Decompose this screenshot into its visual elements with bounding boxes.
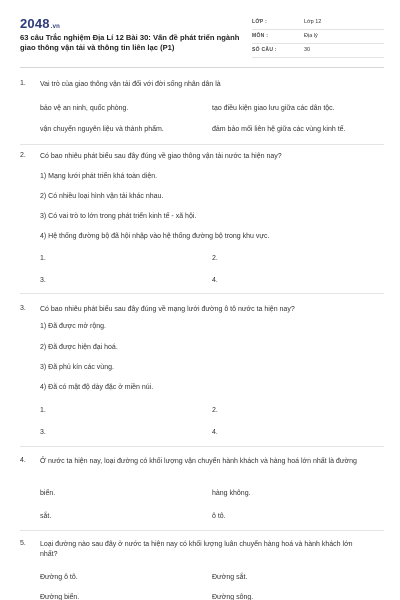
statement-line: 2) Đã được hiện đại hoá.	[40, 344, 118, 351]
statement-line: 4) Đã có mật độ dày đặc ở miền núi.	[40, 384, 154, 391]
question-number: 1.	[20, 80, 26, 87]
answer-option[interactable]: 3.	[40, 429, 46, 436]
question-text: Ở nước ta hiện nay, loại đường có khối lượng vận chuyển hành khách và hàng hoá lớn nhất là đường	[40, 458, 357, 465]
answer-option[interactable]: 4.	[212, 429, 218, 436]
question-text: Loại đường nào sau đây ở nước ta hiện nay có khối lượng luân chuyển hàng hoá và hành khách lớn nhất?	[40, 541, 353, 558]
meta-key: MÔN :	[252, 33, 269, 39]
answer-option[interactable]: ô tô.	[212, 513, 226, 520]
answer-option[interactable]: sắt.	[40, 513, 52, 520]
answer-option[interactable]: 2.	[212, 255, 218, 262]
meta-value: Lớp 12	[304, 19, 322, 25]
answer-option[interactable]: 4.	[212, 277, 218, 284]
page-title: 63 câu Trắc nghiệm Địa Lí 12 Bài 30: Vấn đề phát triển ngành giao thông vận tải và thông tin liên lạc (P1)	[20, 33, 240, 52]
question-text: Có bao nhiêu phát biểu sau đây đúng về mạng lưới đường ô tô nước ta hiện nay?	[40, 306, 295, 313]
answer-option[interactable]: 1.	[40, 407, 46, 414]
answer-option[interactable]: Đường biển.	[40, 594, 80, 600]
question-text: Có bao nhiêu phát biểu sau đây đúng về giao thông vận tải nước ta hiện nay?	[40, 153, 282, 160]
meta-value: 30	[304, 47, 311, 53]
meta-key: SỐ CÂU :	[252, 47, 277, 53]
answer-option[interactable]: Đường sắt.	[212, 574, 248, 581]
question-number: 4.	[20, 457, 26, 464]
question-number: 5.	[20, 540, 26, 547]
answer-option[interactable]: vận chuyển nguyên liệu và thành phẩm.	[40, 126, 164, 133]
meta-table	[252, 16, 384, 58]
meta-row-class	[252, 16, 384, 30]
statement-line: 2) Có nhiều loại hình vận tải khác nhau.	[40, 193, 164, 200]
header	[20, 16, 384, 60]
answer-option[interactable]: tạo điều kiện giao lưu giữa các dân tộc.	[212, 105, 335, 112]
question-separator	[20, 144, 384, 145]
meta-key: LỚP :	[252, 19, 268, 25]
answer-option[interactable]: bảo vệ an ninh, quốc phòng.	[40, 105, 129, 112]
question-separator	[20, 530, 384, 531]
meta-value: Địa lý	[304, 33, 318, 39]
logo-suffix: .vn	[50, 24, 61, 30]
answer-option[interactable]: đảm bảo mối liên hệ giữa các vùng kinh tế.	[212, 126, 346, 133]
meta-row-count	[252, 44, 384, 58]
question-number: 2.	[20, 152, 26, 159]
question-text: Vai trò của giao thông vận tải đối với đời sống nhân dân là	[40, 81, 221, 88]
question-separator	[20, 446, 384, 447]
answer-option[interactable]: Đường ô tô.	[40, 574, 78, 581]
answer-option[interactable]: 2.	[212, 407, 218, 414]
site-logo[interactable]	[20, 16, 60, 31]
meta-row-subject	[252, 30, 384, 44]
statement-line: 1) Đã được mở rộng.	[40, 323, 106, 330]
answer-option[interactable]: hàng không.	[212, 490, 251, 497]
statement-line: 3) Đã phủ kín các vùng.	[40, 364, 114, 371]
answer-option[interactable]: biển.	[40, 490, 56, 497]
statement-line: 3) Có vai trò to lớn trong phát triển kinh tế - xã hội.	[40, 213, 197, 220]
question-separator	[20, 293, 384, 294]
question-number: 3.	[20, 305, 26, 312]
header-divider	[20, 67, 384, 68]
statement-line: 4) Hệ thống đường bộ đã hội nhập vào hệ thống đường bộ trong khu vực.	[40, 233, 270, 240]
statement-line: 1) Mạng lưới phát triển khá toàn diện.	[40, 173, 158, 180]
answer-option[interactable]: 3.	[40, 277, 46, 284]
answer-option[interactable]: 1.	[40, 255, 46, 262]
logo-text: 2048	[20, 16, 50, 31]
answer-option[interactable]: Đường sông.	[212, 594, 254, 600]
